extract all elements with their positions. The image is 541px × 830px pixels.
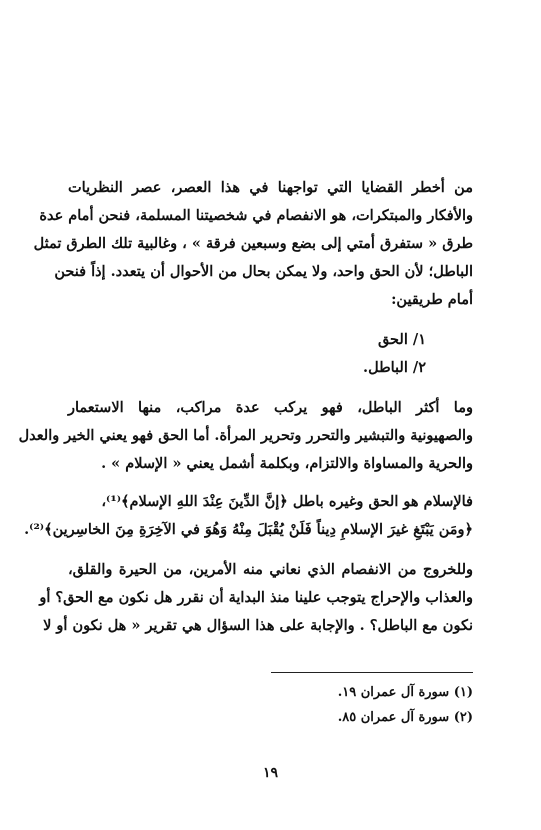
paragraph-line: والحرية والمساواة والالتزام، وبكلمة أشمل يعني « الإسلام » . (101, 455, 473, 472)
paragraph-line: والصهيونية والتبشير والتحرر وتحرير المرأة. أما الحق فهو يعني الخير والعدل (18, 427, 473, 444)
paragraph-line: والأفكار والمبتكرات، هو الانفصام في شخصيتنا المسلمة، فنحن أمام عدة (39, 207, 473, 224)
paragraph-line: طرق « ستفرق أمتي إلى بضع وسبعين فرقة » ، وغالبية تلك الطرق تمثل (33, 235, 473, 252)
paragraph-line: وما أكثر الباطل، فهو يركب عدة مراكب، منها الاستعمار (68, 399, 473, 416)
list-item-falsehood: ٢/ الباطل. (363, 359, 426, 376)
footnote-2: (٢) سورة آل عمران ٨٥. (337, 710, 473, 725)
page-number: ١٩ (262, 765, 279, 781)
paragraph-line: من أخطر القضايا التي تواجهنا في هذا العصر، عصر النظريات (68, 179, 473, 196)
paragraph-line: والعذاب والإحراج يتوجب علينا منذ البداية أن نقرر هل نكون مع الحق؟ أو (39, 589, 473, 606)
quran-verse-line: فالإسلام هو الحق وغيره باطل ﴿إنَّ الدِّينَ عِنْدَ اللهِ الإسلام﴾⁽¹⁾، (101, 493, 473, 510)
quran-verse-line: ﴿ومَن يَبْتَغِ غيرَ الإسلامِ دِيناً فَلَنْ يُقْبَلَ مِنْهُ وَهُوَ في الآخِرَةِ مِنَ الخاسِرين﴾⁽²⁾. (24, 521, 473, 538)
paragraph-line: نكون مع الباطل؟ . والإجابة على هذا السؤال هي تقرير « هل نكون أو لا (43, 617, 473, 634)
footnote-separator (271, 672, 473, 673)
paragraph-line: وللخروج من الانفصام الذي نعاني منه الأمرين، من الحيرة والقلق، (68, 561, 473, 578)
paragraph-line: أمام طريقين: (391, 291, 473, 308)
footnote-1: (١) سورة آل عمران ١٩. (337, 685, 473, 700)
paragraph-line: الباطل؛ لأن الحق واحد، ولا يمكن بحال من الأحوال أن يتعدد. إذاً فنحن (54, 263, 473, 280)
list-item-truth: ١/ الحق (377, 331, 426, 348)
